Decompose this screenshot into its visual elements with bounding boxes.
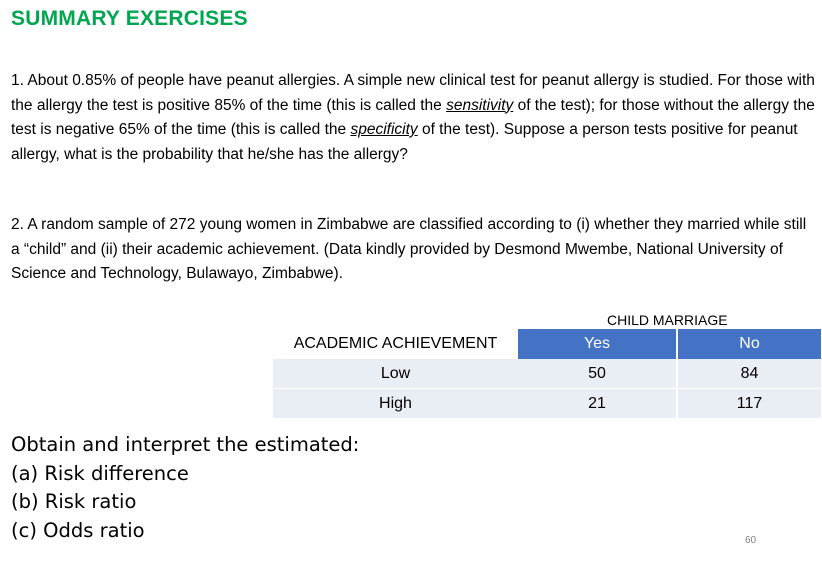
exercise-1-text [11, 69, 816, 167]
term-sensitivity: sensitivity [446, 96, 514, 114]
row-label-low: Low [273, 359, 518, 389]
cell-high-no: 117 [678, 389, 821, 418]
questions-intro: Obtain and interpret the estimated: [11, 433, 360, 456]
exercise-1-part-1: 1. About 0.85% of people have peanut allergies. A simple new clinical test for peanut allergy is studied. For those with the allergy the test is positive 85% of the time (this is called the [11, 72, 815, 114]
cell-high-yes: 21 [518, 389, 678, 418]
page-number: 60 [745, 535, 757, 546]
exercise-2-text: 2. A random sample of 272 young women in Zimbabwe are classified according to (i) whether they married while still a “child” and (ii) their academic achievement. (Data kindly provided by Desmond Mwembe, National University of Science and Technology, Bulawayo, Zimbabwe). [11, 216, 807, 282]
question-c: (c) Odds ratio [11, 518, 145, 542]
col-header-no: No [678, 329, 821, 359]
academic-achievement-header: ACADEMIC ACHIEVEMENT [273, 329, 518, 359]
cell-low-no: 84 [678, 359, 821, 389]
question-a: (a) Risk difference [11, 461, 189, 485]
row-label-high: High [273, 389, 518, 418]
term-specificity: specificity [350, 121, 418, 138]
questions-block [11, 431, 359, 545]
child-marriage-header: CHILD MARRIAGE [607, 312, 728, 328]
page-title: SUMMARY EXERCISES [11, 7, 248, 30]
question-b: (b) Risk ratio [11, 490, 137, 514]
exercise-1-part-2: of the test); for those without the allergy the test is negative 65% of the time (this is called the [11, 96, 815, 138]
cell-low-yes: 50 [518, 359, 678, 389]
exercise-1-part-3: of the test). Suppose a person tests positive for peanut allergy, what is the probability that he/she has the allergy? [11, 121, 798, 163]
col-header-yes: Yes [518, 329, 678, 359]
